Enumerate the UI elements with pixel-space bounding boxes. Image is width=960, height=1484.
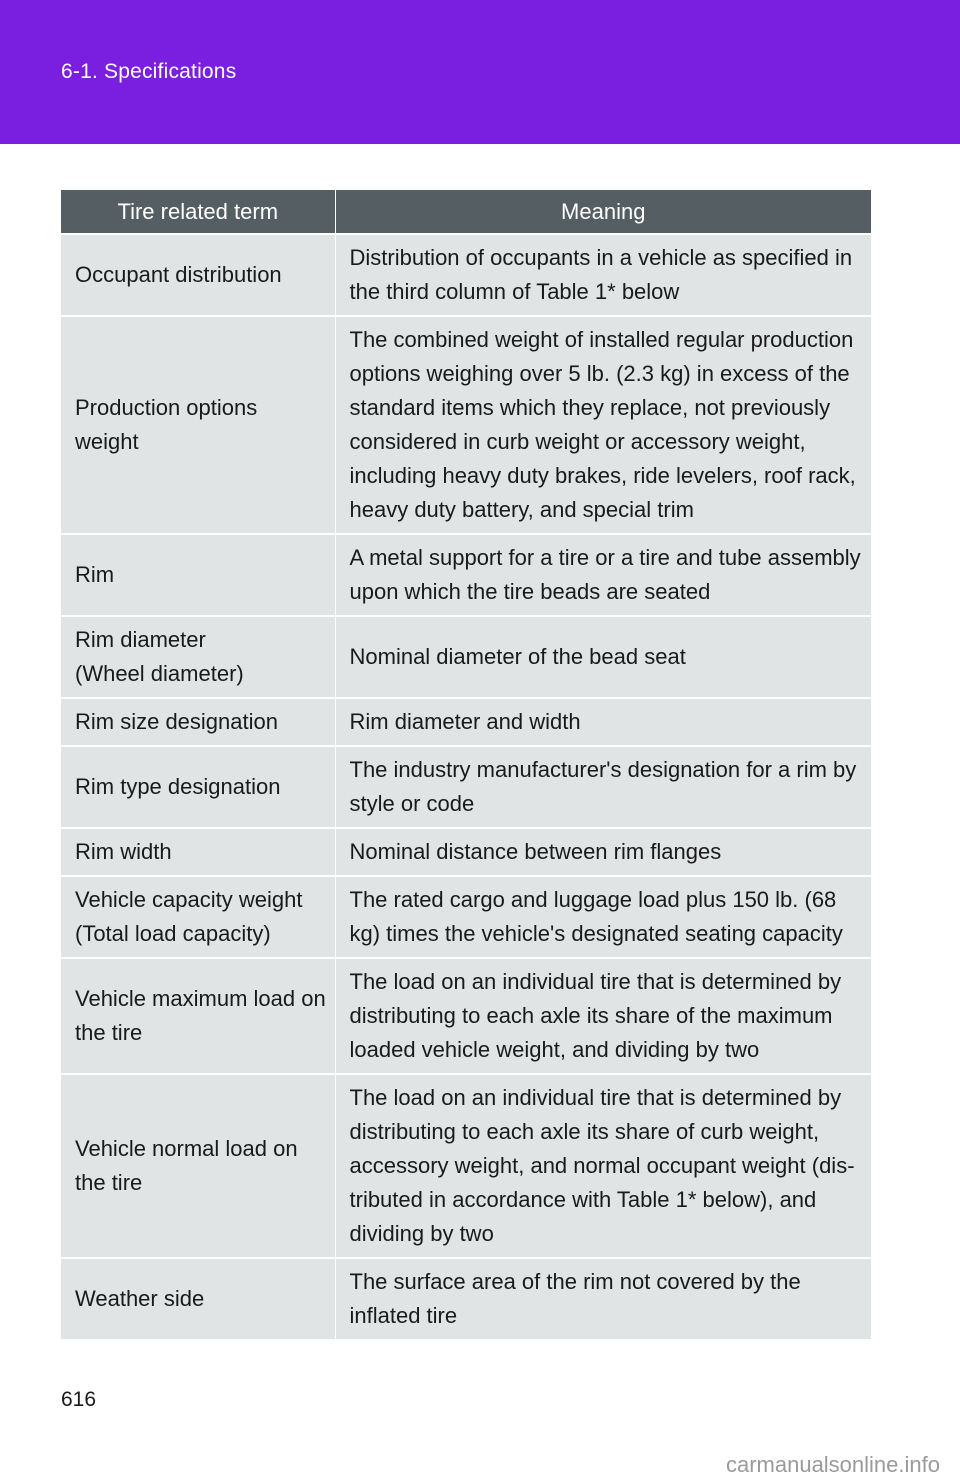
table-header-row	[61, 190, 871, 234]
column-header-term: Tire related term	[61, 190, 335, 234]
meaning-cell: The industry manufacturer's designation for a rim by style or code	[335, 746, 871, 828]
watermark: carmanualsonline.info	[725, 1452, 940, 1477]
table-row	[61, 1258, 871, 1339]
meaning-cell: The combined weight of installed regular production options weighing over 5 lb. (2.3 kg) in excess of the standard items which they replace, not previously considered in curb weight or accessory weight, including heavy duty brakes, ride levelers, roof rack, heavy duty battery, and special trim	[335, 316, 871, 534]
meaning-cell: Distribution of occupants in a vehicle as specified in the third column of Table 1* below	[335, 234, 871, 316]
term-cell: Rim	[61, 534, 335, 616]
term-cell: Vehicle normal load on the tire	[61, 1074, 335, 1258]
table-row	[61, 616, 871, 698]
meaning-cell: Rim diameter and width	[335, 698, 871, 746]
table-row	[61, 746, 871, 828]
term-cell: Rim size designation	[61, 698, 335, 746]
meaning-cell: The surface area of the rim not covered by the inflated tire	[335, 1258, 871, 1339]
term-cell: Rim type designation	[61, 746, 335, 828]
term-cell: Rim width	[61, 828, 335, 876]
term-cell: Vehicle capacity weight (Total load capacity)	[61, 876, 335, 958]
meaning-cell: The rated cargo and luggage load plus 150 lb. (68 kg) times the vehicle's designated seating capacity	[335, 876, 871, 958]
table-row	[61, 1074, 871, 1258]
meaning-cell: The load on an individual tire that is determined by distributing to each axle its share of the maximum loaded vehicle weight, and dividing by two	[335, 958, 871, 1074]
table-row	[61, 828, 871, 876]
term-cell: Weather side	[61, 1258, 335, 1339]
column-header-meaning: Meaning	[335, 190, 871, 234]
term-cell: Production options weight	[61, 316, 335, 534]
term-cell: Vehicle maximum load on the tire	[61, 958, 335, 1074]
section-title: 6-1. Specifications	[61, 60, 237, 83]
table-row	[61, 698, 871, 746]
tire-terms-table	[61, 190, 871, 1339]
table-row	[61, 234, 871, 316]
meaning-cell: A metal support for a tire or a tire and tube assembly upon which the tire beads are seated	[335, 534, 871, 616]
term-cell: Occupant distribution	[61, 234, 335, 316]
table-row	[61, 876, 871, 958]
table-row	[61, 316, 871, 534]
meaning-cell: Nominal distance between rim flanges	[335, 828, 871, 876]
meaning-cell: Nominal diameter of the bead seat	[335, 616, 871, 698]
table-row	[61, 534, 871, 616]
table-body	[61, 234, 871, 1339]
table-row	[61, 958, 871, 1074]
term-cell: Rim diameter (Wheel diameter)	[61, 616, 335, 698]
page-number: 616	[61, 1388, 97, 1411]
meaning-cell: The load on an individual tire that is determined by distributing to each axle its share of curb weight, accessory weight, and normal occupant weight (dis- tributed in accordance with Table 1* below), and dividing by two	[335, 1074, 871, 1258]
